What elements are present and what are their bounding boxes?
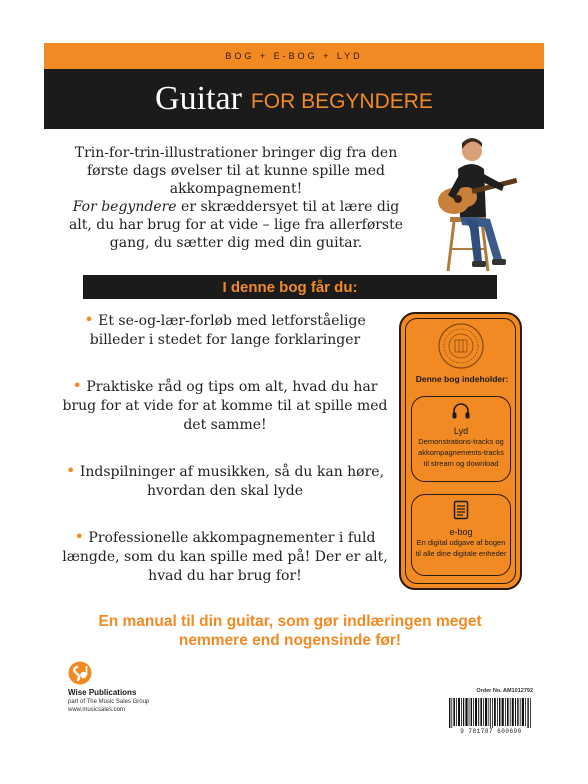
ebook-title: e-bog <box>449 527 473 537</box>
bullet-dot: • <box>72 376 82 395</box>
ebook-card <box>411 494 511 576</box>
publisher-name: Wise Publications <box>68 688 137 697</box>
ebook-description: En digital udgave af bogen til alle dine digitale enheder <box>415 538 507 558</box>
publisher-group: part of The Music Sales Group <box>68 699 150 705</box>
intro-text <box>62 144 410 252</box>
headphones-icon <box>451 403 471 419</box>
bullet-dot: • <box>74 527 84 546</box>
section-heading: I denne bog får du: <box>222 278 358 296</box>
document-icon <box>453 500 469 520</box>
list-item-text: Et se-og-lær-forløb med letforståelige billeder i stedet for lange forklaringer <box>89 313 366 348</box>
tagline: En manual til din guitar, som gør indlæringen meget nemmere end nogensinde før! <box>98 613 482 649</box>
intro-emphasis: For begyndere <box>72 199 177 215</box>
list-item <box>60 376 390 435</box>
formats-label: BOG + E-BOG + LYD <box>225 51 363 61</box>
list-item-text: Professionelle akkompagnementer i fuld længde, som du kan spille med på! Der er alt, hvad du har brug for! <box>62 530 388 584</box>
intro-line-2 <box>62 198 410 252</box>
list-item <box>60 527 390 586</box>
list-item-text: Praktiske råd og tips om alt, hvad du har brug for at vide for at komme til at spille med det samme! <box>62 379 388 433</box>
audio-title: Lyd <box>453 426 469 436</box>
book-subtitle: FOR BEGYNDERE <box>250 90 433 113</box>
audio-card <box>411 396 511 482</box>
barcode <box>449 696 533 732</box>
list-item <box>60 310 390 350</box>
seal-icon <box>437 322 485 370</box>
intro-line-1: Trin-for-trin-illustrationer bringer dig fra den første dags øvelser til at kunne spille med akkompagnement! <box>74 145 398 197</box>
section-heading-bar <box>83 275 497 299</box>
guitarist-photo <box>420 129 532 273</box>
bullet-dot: • <box>65 461 76 480</box>
title-banner <box>44 69 544 129</box>
publisher-website: www.musicsales.com <box>68 707 126 713</box>
list-item-text: Indspilninger af musikken, så du kan høre, hvordan den skal lyde <box>79 464 385 499</box>
panel-heading: Denne bog indeholder: <box>415 374 509 384</box>
intro-line-2-rest: er skræddersyet til at lære dig alt, du har brug for at vide – lige fra allerførste gang, du sætter dig med din guitar. <box>68 199 404 251</box>
audio-description: Demonstrations-tracks og akkompagnements-tracks til stream og download <box>418 437 504 468</box>
order-number: Order No. AM1012792 <box>476 688 533 694</box>
feature-list <box>60 310 390 586</box>
book-title: Guitar <box>155 80 242 117</box>
list-item <box>60 461 390 501</box>
publisher-logo-icon <box>68 661 92 685</box>
formats-banner <box>44 43 544 69</box>
bullet-dot: • <box>84 310 94 329</box>
barcode-number: 9 781787 600690 <box>460 728 522 735</box>
